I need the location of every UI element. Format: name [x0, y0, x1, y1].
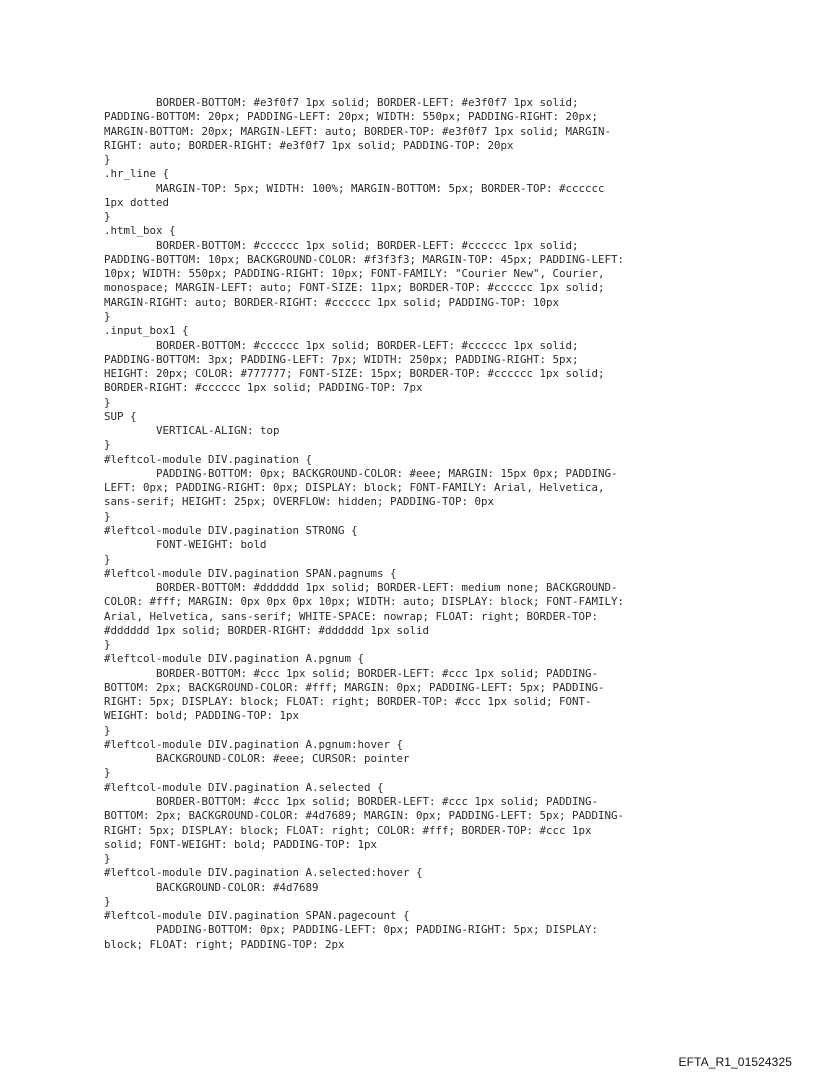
- code-line: BORDER-BOTTOM: #e3f0f7 1px solid; BORDER-LEFT: #e3f0f7 1px solid;: [104, 96, 579, 109]
- code-line: BORDER-BOTTOM: #cccccc 1px solid; BORDER-LEFT: #cccccc 1px solid;: [104, 238, 579, 252]
- code-line: #leftcol-module DIV.pagination A.pgnum {: [104, 652, 365, 666]
- code-line: }: [104, 766, 111, 780]
- code-line: BACKGROUND-COLOR: #4d7689: [104, 880, 319, 894]
- code-line: HEIGHT: 20px; COLOR: #777777; FONT-SIZE: 15px; BORDER-TOP: #cccccc 1px solid;: [104, 367, 605, 381]
- code-line: COLOR: #fff; MARGIN: 0px 0px 0px 10px; WIDTH: auto; DISPLAY: block; FONT-FAMILY:: [104, 595, 625, 609]
- code-line: Arial, Helvetica, sans-serif; WHITE-SPACE: nowrap; FLOAT: right; BORDER-TOP:: [104, 609, 599, 623]
- code-line: #dddddd 1px solid; BORDER-RIGHT: #dddddd 1px solid: [104, 623, 430, 637]
- code-line: BOTTOM: 2px; BACKGROUND-COLOR: #4d7689; MARGIN: 0px; PADDING-LEFT: 5px; PADDING-: [104, 809, 625, 823]
- code-line: .input_box1 {: [104, 324, 189, 338]
- code-line: PADDING-BOTTOM: 0px; BACKGROUND-COLOR: #eee; MARGIN: 15px 0px; PADDING-: [104, 466, 618, 480]
- code-line: WEIGHT: bold; PADDING-TOP: 1px: [104, 709, 300, 723]
- code-line: BORDER-BOTTOM: #ccc 1px solid; BORDER-LEFT: #ccc 1px solid; PADDING-: [104, 666, 599, 680]
- code-line: PADDING-BOTTOM: 10px; BACKGROUND-COLOR: #f3f3f3; MARGIN-TOP: 45px; PADDING-LEFT:: [104, 252, 625, 266]
- code-line: }: [104, 509, 111, 523]
- code-line: #leftcol-module DIV.pagination A.pgnum:hover {: [104, 737, 404, 751]
- code-line: BACKGROUND-COLOR: #eee; CURSOR: pointer: [104, 752, 410, 766]
- code-line: }: [104, 395, 111, 409]
- code-line: .hr_line {: [104, 167, 170, 181]
- code-line: PADDING-BOTTOM: 3px; PADDING-LEFT: 7px; WIDTH: 250px; PADDING-RIGHT: 5px;: [104, 352, 579, 366]
- code-line: MARGIN-BOTTOM: 20px; MARGIN-LEFT: auto; BORDER-TOP: #e3f0f7 1px solid; MARGIN-: [104, 124, 612, 138]
- code-line: monospace; MARGIN-LEFT: auto; FONT-SIZE: 11px; BORDER-TOP: #cccccc 1px solid;: [104, 281, 605, 295]
- code-line: BORDER-RIGHT: #cccccc 1px solid; PADDING-TOP: 7px: [104, 381, 423, 395]
- code-line: }: [104, 852, 111, 866]
- code-line: BORDER-BOTTOM: #ccc 1px solid; BORDER-LEFT: #ccc 1px solid; PADDING-: [104, 795, 599, 809]
- code-line: }: [104, 153, 111, 167]
- code-line: RIGHT: auto; BORDER-RIGHT: #e3f0f7 1px solid; PADDING-TOP: 20px: [104, 138, 514, 152]
- code-line: VERTICAL-ALIGN: top: [104, 424, 280, 438]
- code-line: PADDING-BOTTOM: 0px; PADDING-LEFT: 0px; PADDING-RIGHT: 5px; DISPLAY:: [104, 923, 599, 937]
- code-line: PADDING-BOTTOM: 20px; PADDING-LEFT: 20px; WIDTH: 550px; PADDING-RIGHT: 20px;: [104, 110, 599, 124]
- code-line: SUP {: [104, 409, 137, 423]
- code-line: #leftcol-module DIV.pagination A.selected:hover {: [104, 866, 423, 880]
- code-line: BORDER-BOTTOM: #dddddd 1px solid; BORDER-LEFT: medium none; BACKGROUND-: [104, 581, 618, 595]
- code-line: BORDER-BOTTOM: #cccccc 1px solid; BORDER-LEFT: #cccccc 1px solid;: [104, 338, 579, 352]
- code-line: }: [104, 552, 111, 566]
- code-line: }: [104, 894, 111, 908]
- code-line: .html_box {: [104, 224, 176, 238]
- code-line: }: [104, 438, 111, 452]
- code-line: }: [104, 309, 111, 323]
- code-line: sans-serif; HEIGHT: 25px; OVERFLOW: hidden; PADDING-TOP: 0px: [104, 495, 495, 509]
- code-line: 10px; WIDTH: 550px; PADDING-RIGHT: 10px; FONT-FAMILY: "Courier New", Courier,: [104, 267, 605, 281]
- document-id-stamp: EFTA_R1_01524325: [678, 1055, 792, 1069]
- code-line: #leftcol-module DIV.pagination STRONG {: [104, 523, 358, 537]
- code-line: }: [104, 210, 111, 224]
- css-code-listing: [104, 96, 744, 952]
- code-line: RIGHT: 5px; DISPLAY: block; FLOAT: right; BORDER-TOP: #ccc 1px solid; FONT-: [104, 695, 592, 709]
- code-line: }: [104, 638, 111, 652]
- code-line: FONT-WEIGHT: bold: [104, 538, 267, 552]
- code-line: MARGIN-RIGHT: auto; BORDER-RIGHT: #cccccc 1px solid; PADDING-TOP: 10px: [104, 295, 560, 309]
- code-line: #leftcol-module DIV.pagination A.selected {: [104, 780, 384, 794]
- code-line: block; FLOAT: right; PADDING-TOP: 2px: [104, 937, 345, 951]
- code-line: MARGIN-TOP: 5px; WIDTH: 100%; MARGIN-BOTTOM: 5px; BORDER-TOP: #cccccc: [104, 181, 605, 195]
- code-line: #leftcol-module DIV.pagination SPAN.pagecount {: [104, 909, 410, 923]
- code-line: RIGHT: 5px; DISPLAY: block; FLOAT: right; COLOR: #fff; BORDER-TOP: #ccc 1px: [104, 823, 592, 837]
- code-line: #leftcol-module DIV.pagination {: [104, 452, 313, 466]
- code-line: #leftcol-module DIV.pagination SPAN.pagnums {: [104, 566, 397, 580]
- code-line: solid; FONT-WEIGHT: bold; PADDING-TOP: 1px: [104, 837, 378, 851]
- code-line: }: [104, 723, 111, 737]
- code-line: LEFT: 0px; PADDING-RIGHT: 0px; DISPLAY: block; FONT-FAMILY: Arial, Helvetica,: [104, 481, 605, 495]
- code-line: 1px dotted: [104, 195, 170, 209]
- code-line: BOTTOM: 2px; BACKGROUND-COLOR: #fff; MARGIN: 0px; PADDING-LEFT: 5px; PADDING-: [104, 680, 605, 694]
